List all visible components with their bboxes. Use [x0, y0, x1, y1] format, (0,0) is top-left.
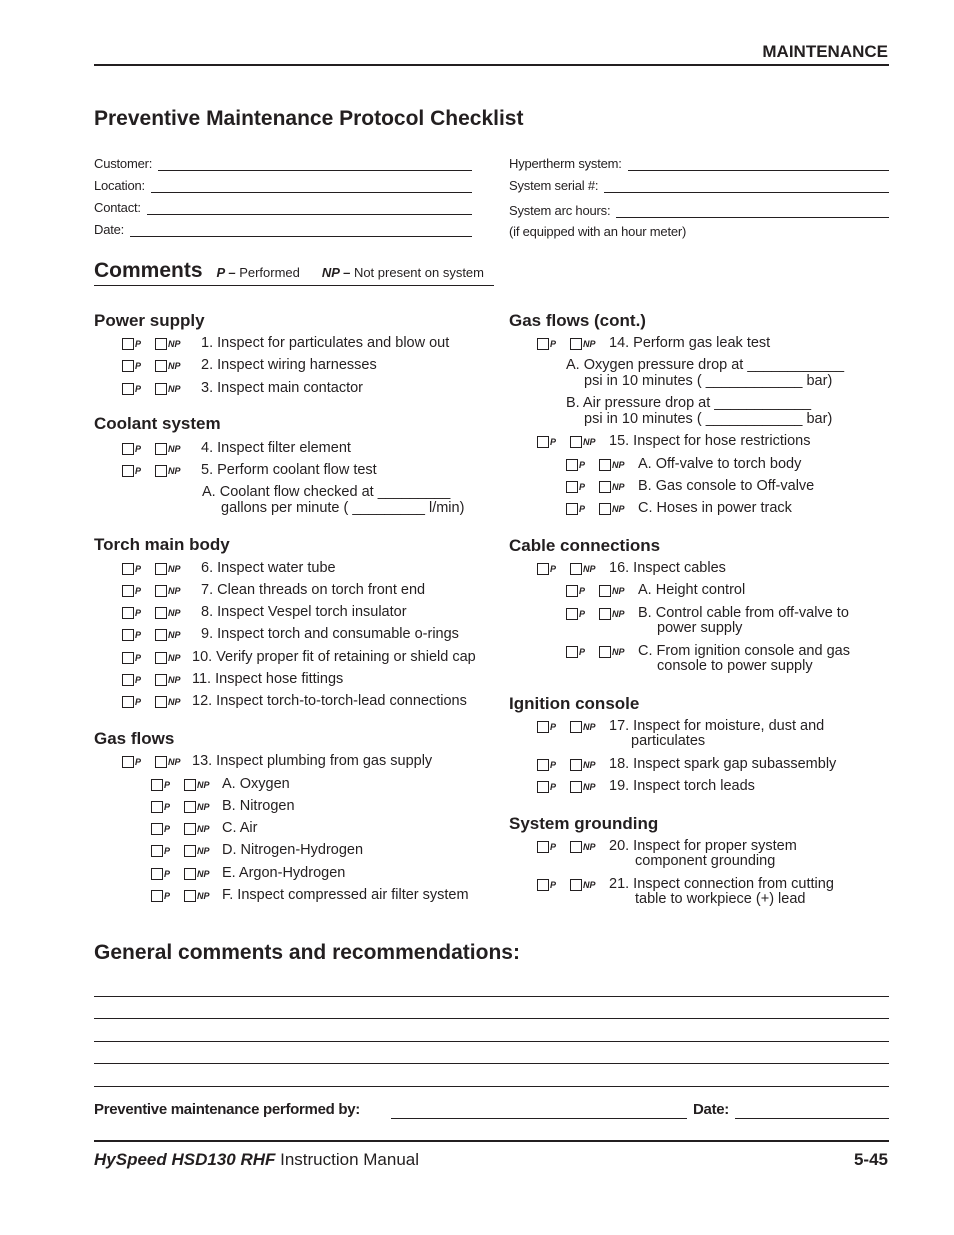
item-21-continuation: table to workpiece (+) lead: [635, 891, 806, 907]
air-drop-line-2: psi in 10 minutes ( ____________ bar): [584, 411, 833, 427]
checklist-subitem: [566, 500, 792, 517]
checklist-subitem: [151, 798, 295, 815]
item-text: C. Air: [222, 820, 258, 836]
checkbox-np[interactable]: NP: [155, 605, 184, 621]
checkbox-p[interactable]: P: [537, 336, 566, 352]
checklist-item: [537, 560, 726, 577]
checkbox-p[interactable]: P: [151, 799, 180, 815]
heading-coolant-system: Coolant system: [94, 414, 221, 433]
heading-gas-flows-cont: Gas flows (cont.): [509, 311, 646, 330]
item-17-continuation: particulates: [631, 733, 706, 749]
checklist-item: [122, 753, 432, 770]
checkbox-np[interactable]: NP: [184, 777, 213, 793]
item-text: 21. Inspect connection from cutting: [609, 876, 834, 892]
checkbox-p[interactable]: P: [537, 561, 566, 577]
location-label: Location:: [94, 178, 145, 193]
checkbox-np[interactable]: NP: [155, 381, 184, 397]
item-text: A. Oxygen: [222, 776, 290, 792]
item-text: 15. Inspect for hose restrictions: [609, 433, 811, 449]
checkbox-np[interactable]: NP: [599, 479, 628, 495]
contact-field[interactable]: [94, 200, 472, 215]
serial-field[interactable]: [509, 178, 889, 193]
checklist-item: [122, 462, 377, 479]
item-text: 17. Inspect for moisture, dust and: [609, 718, 825, 734]
checkbox-p[interactable]: P: [151, 821, 180, 837]
checkbox-p[interactable]: P: [566, 479, 595, 495]
checkbox-p[interactable]: P: [537, 877, 566, 893]
checkbox-np[interactable]: NP: [155, 650, 184, 666]
contact-label: Contact:: [94, 200, 141, 215]
date-line[interactable]: [130, 224, 472, 237]
item-text: F. Inspect compressed air filter system: [222, 887, 469, 903]
checklist-item: [122, 626, 459, 643]
oxygen-drop-line-1: A. Oxygen pressure drop at ____________: [566, 357, 845, 373]
comment-line[interactable]: [94, 1063, 889, 1064]
checkbox-p[interactable]: P: [151, 843, 180, 859]
checklist-item: [122, 335, 449, 352]
item-text: 20. Inspect for proper system: [609, 838, 797, 854]
checkbox-p[interactable]: P: [537, 434, 566, 450]
customer-label: Customer:: [94, 156, 153, 171]
checkbox-np[interactable]: NP: [184, 866, 213, 882]
contact-line[interactable]: [147, 202, 472, 215]
checkbox-np[interactable]: NP: [570, 561, 599, 577]
checklist-item: [537, 756, 836, 773]
checklist-item: [122, 649, 476, 666]
item-text: 2. Inspect wiring harnesses: [201, 357, 377, 373]
checkbox-p[interactable]: P: [566, 457, 595, 473]
item-text: 10. Verify proper fit of retaining or shield cap: [192, 649, 476, 665]
location-field[interactable]: [94, 178, 472, 193]
signature-date-label: Date:: [693, 1101, 730, 1118]
hypertherm-system-line[interactable]: [628, 158, 889, 171]
coolant-flow-line-2: gallons per minute ( _________ l/min): [221, 500, 465, 516]
checkbox-np[interactable]: NP: [570, 779, 599, 795]
checkbox-np[interactable]: NP: [599, 606, 628, 622]
heading-gas-flows: Gas flows: [94, 729, 175, 748]
checklist-item: [122, 693, 467, 710]
checkbox-np[interactable]: NP: [184, 888, 213, 904]
checklist-subitem: [151, 820, 257, 837]
heading-ignition-console: Ignition console: [509, 694, 640, 713]
checkbox-p[interactable]: P: [122, 463, 151, 479]
item-text: B. Gas console to Off-valve: [638, 478, 815, 494]
signature-date-line[interactable]: [735, 1118, 889, 1119]
item-text: 7. Clean threads on torch front end: [201, 582, 426, 598]
item-text: 12. Inspect torch-to-torch-lead connections: [192, 693, 467, 709]
checkbox-np[interactable]: NP: [155, 336, 184, 352]
comment-line[interactable]: [94, 1018, 889, 1019]
item-text: A. Off-valve to torch body: [638, 456, 802, 472]
checkbox-np[interactable]: NP: [155, 358, 184, 374]
oxygen-drop-line-2: psi in 10 minutes ( ____________ bar): [584, 373, 833, 389]
checklist-subitem: [566, 582, 745, 599]
arc-hours-label: System arc hours:: [509, 203, 611, 218]
item-text: C. Hoses in power track: [638, 500, 792, 516]
serial-line[interactable]: [604, 180, 889, 193]
page-number: 5-45: [853, 1150, 888, 1169]
checkbox-np[interactable]: NP: [599, 583, 628, 599]
comment-line[interactable]: [94, 1041, 889, 1042]
heading-cable-connections: Cable connections: [509, 536, 661, 555]
checkbox-np[interactable]: NP: [155, 561, 184, 577]
checkbox-p[interactable]: P: [537, 839, 566, 855]
item-text: 6. Inspect water tube: [201, 560, 336, 576]
location-line[interactable]: [151, 180, 472, 193]
checkbox-np[interactable]: NP: [155, 627, 184, 643]
hypertherm-system-label: Hypertherm system:: [509, 156, 622, 171]
checkbox-p[interactable]: P: [122, 672, 151, 688]
checkbox-p[interactable]: P: [122, 336, 151, 352]
item-text: 18. Inspect spark gap subassembly: [609, 756, 837, 772]
customer-field[interactable]: [94, 156, 472, 171]
checklist-item: [122, 560, 336, 577]
comment-line[interactable]: [94, 1086, 889, 1087]
checkbox-np[interactable]: NP: [570, 336, 599, 352]
general-comments-title: General comments and recommendations:: [94, 941, 520, 964]
checkbox-p[interactable]: P: [122, 583, 151, 599]
heading-torch-main-body: Torch main body: [94, 535, 230, 554]
item-text: 5. Perform coolant flow test: [201, 462, 377, 478]
item-text: 9. Inspect torch and consumable o-rings: [201, 626, 459, 642]
checkbox-np[interactable]: NP: [184, 799, 213, 815]
item-text: D. Nitrogen-Hydrogen: [222, 842, 364, 858]
checkbox-p[interactable]: P: [122, 358, 151, 374]
item-text: C. From ignition console and gas: [638, 643, 850, 659]
item-text: 1. Inspect for particulates and blow out: [201, 335, 450, 351]
checklist-subitem: [151, 776, 290, 793]
comments-title: Comments: [94, 259, 203, 282]
cable-c-continuation: console to power supply: [657, 658, 813, 674]
section-label: MAINTENANCE: [762, 42, 888, 61]
checkbox-np[interactable]: NP: [570, 434, 599, 450]
hypertherm-system-field[interactable]: [509, 156, 889, 171]
checklist-item: [122, 440, 351, 457]
checkbox-np[interactable]: NP: [570, 877, 599, 893]
air-drop-line-1: B. Air pressure drop at ____________: [566, 395, 812, 411]
item-text: 4. Inspect filter element: [201, 440, 351, 456]
customer-line[interactable]: [158, 158, 472, 171]
date-field[interactable]: [94, 222, 472, 237]
checklist-item: [122, 582, 425, 599]
checklist-item: [537, 335, 770, 352]
checkbox-np[interactable]: NP: [155, 463, 184, 479]
checkbox-np[interactable]: NP: [570, 757, 599, 773]
checklist-subitem: [151, 887, 469, 904]
item-text: E. Argon-Hydrogen: [222, 865, 346, 881]
checklist-item: [537, 433, 811, 450]
checkbox-p[interactable]: P: [122, 561, 151, 577]
checkbox-p[interactable]: P: [122, 754, 151, 770]
checklist-item: [537, 778, 755, 795]
item-text: 3. Inspect main contactor: [201, 380, 363, 396]
checkbox-p[interactable]: P: [537, 719, 566, 735]
serial-label: System serial #:: [509, 178, 599, 193]
item-text: B. Nitrogen: [222, 798, 295, 814]
item-text: 8. Inspect Vespel torch insulator: [201, 604, 407, 620]
checkbox-np[interactable]: NP: [599, 457, 628, 473]
checkbox-p[interactable]: P: [566, 644, 595, 660]
checkbox-p[interactable]: P: [566, 606, 595, 622]
checkbox-np[interactable]: NP: [155, 583, 184, 599]
checkbox-np[interactable]: NP: [184, 843, 213, 859]
checkbox-np[interactable]: NP: [599, 501, 628, 517]
checkbox-p[interactable]: P: [537, 757, 566, 773]
footer-rule: [94, 1140, 889, 1142]
checklist-item: [122, 380, 363, 397]
item-20-continuation: component grounding: [635, 853, 776, 869]
checkbox-np[interactable]: NP: [155, 672, 184, 688]
performed-by-line[interactable]: [391, 1118, 687, 1119]
checkbox-np[interactable]: NP: [570, 719, 599, 735]
item-text: A. Height control: [638, 582, 746, 598]
checkbox-p[interactable]: P: [566, 501, 595, 517]
item-text: 19. Inspect torch leads: [609, 778, 755, 794]
legend-performed: P – Performed: [216, 265, 300, 280]
header-rule: [94, 64, 889, 66]
item-text: 14. Perform gas leak test: [609, 335, 771, 351]
heading-power-supply: Power supply: [94, 311, 205, 330]
coolant-flow-line-1: A. Coolant flow checked at _________: [202, 484, 451, 500]
date-label: Date:: [94, 222, 125, 237]
checklist-subitem: [151, 865, 345, 882]
checkbox-p[interactable]: P: [537, 779, 566, 795]
heading-system-grounding: System grounding: [509, 814, 659, 833]
page-title: Preventive Maintenance Protocol Checklist: [94, 107, 524, 130]
item-text: 13. Inspect plumbing from gas supply: [192, 753, 433, 769]
checkbox-np[interactable]: NP: [155, 694, 184, 710]
performed-by-label: Preventive maintenance performed by:: [94, 1101, 360, 1118]
checkbox-p[interactable]: P: [122, 381, 151, 397]
checkbox-np[interactable]: NP: [570, 839, 599, 855]
comment-line[interactable]: [94, 996, 889, 997]
item-text: 11. Inspect hose fittings: [192, 671, 344, 687]
arc-hours-note: (if equipped with an hour meter): [509, 224, 687, 239]
item-text: 16. Inspect cables: [609, 560, 726, 576]
checklist-item: [122, 604, 407, 621]
cable-b-continuation: power supply: [657, 620, 743, 636]
legend-not-present: NP – Not present on system: [321, 265, 484, 280]
item-text: B. Control cable from off-valve to: [638, 605, 849, 621]
comments-header: [94, 259, 494, 286]
checkbox-p[interactable]: P: [122, 694, 151, 710]
footer-manual-title: HySpeed HSD130 RHF Instruction Manual: [94, 1150, 420, 1169]
checkbox-p[interactable]: P: [122, 627, 151, 643]
checkbox-np[interactable]: NP: [155, 754, 184, 770]
checkbox-p[interactable]: P: [151, 888, 180, 904]
checkbox-p[interactable]: P: [151, 777, 180, 793]
checkbox-p[interactable]: P: [566, 583, 595, 599]
arc-hours-field[interactable]: [509, 203, 889, 218]
checkbox-p[interactable]: P: [151, 866, 180, 882]
checkbox-np[interactable]: NP: [599, 644, 628, 660]
checklist-item: [122, 357, 377, 374]
checkbox-p[interactable]: P: [122, 605, 151, 621]
arc-hours-line[interactable]: [616, 205, 889, 218]
checklist-subitem: [566, 456, 801, 473]
checkbox-np[interactable]: NP: [155, 441, 184, 457]
checkbox-p[interactable]: P: [122, 441, 151, 457]
checkbox-np[interactable]: NP: [184, 821, 213, 837]
checklist-item: [122, 671, 343, 688]
checklist-subitem: [566, 478, 814, 495]
checkbox-p[interactable]: P: [122, 650, 151, 666]
checklist-subitem: [151, 842, 363, 859]
